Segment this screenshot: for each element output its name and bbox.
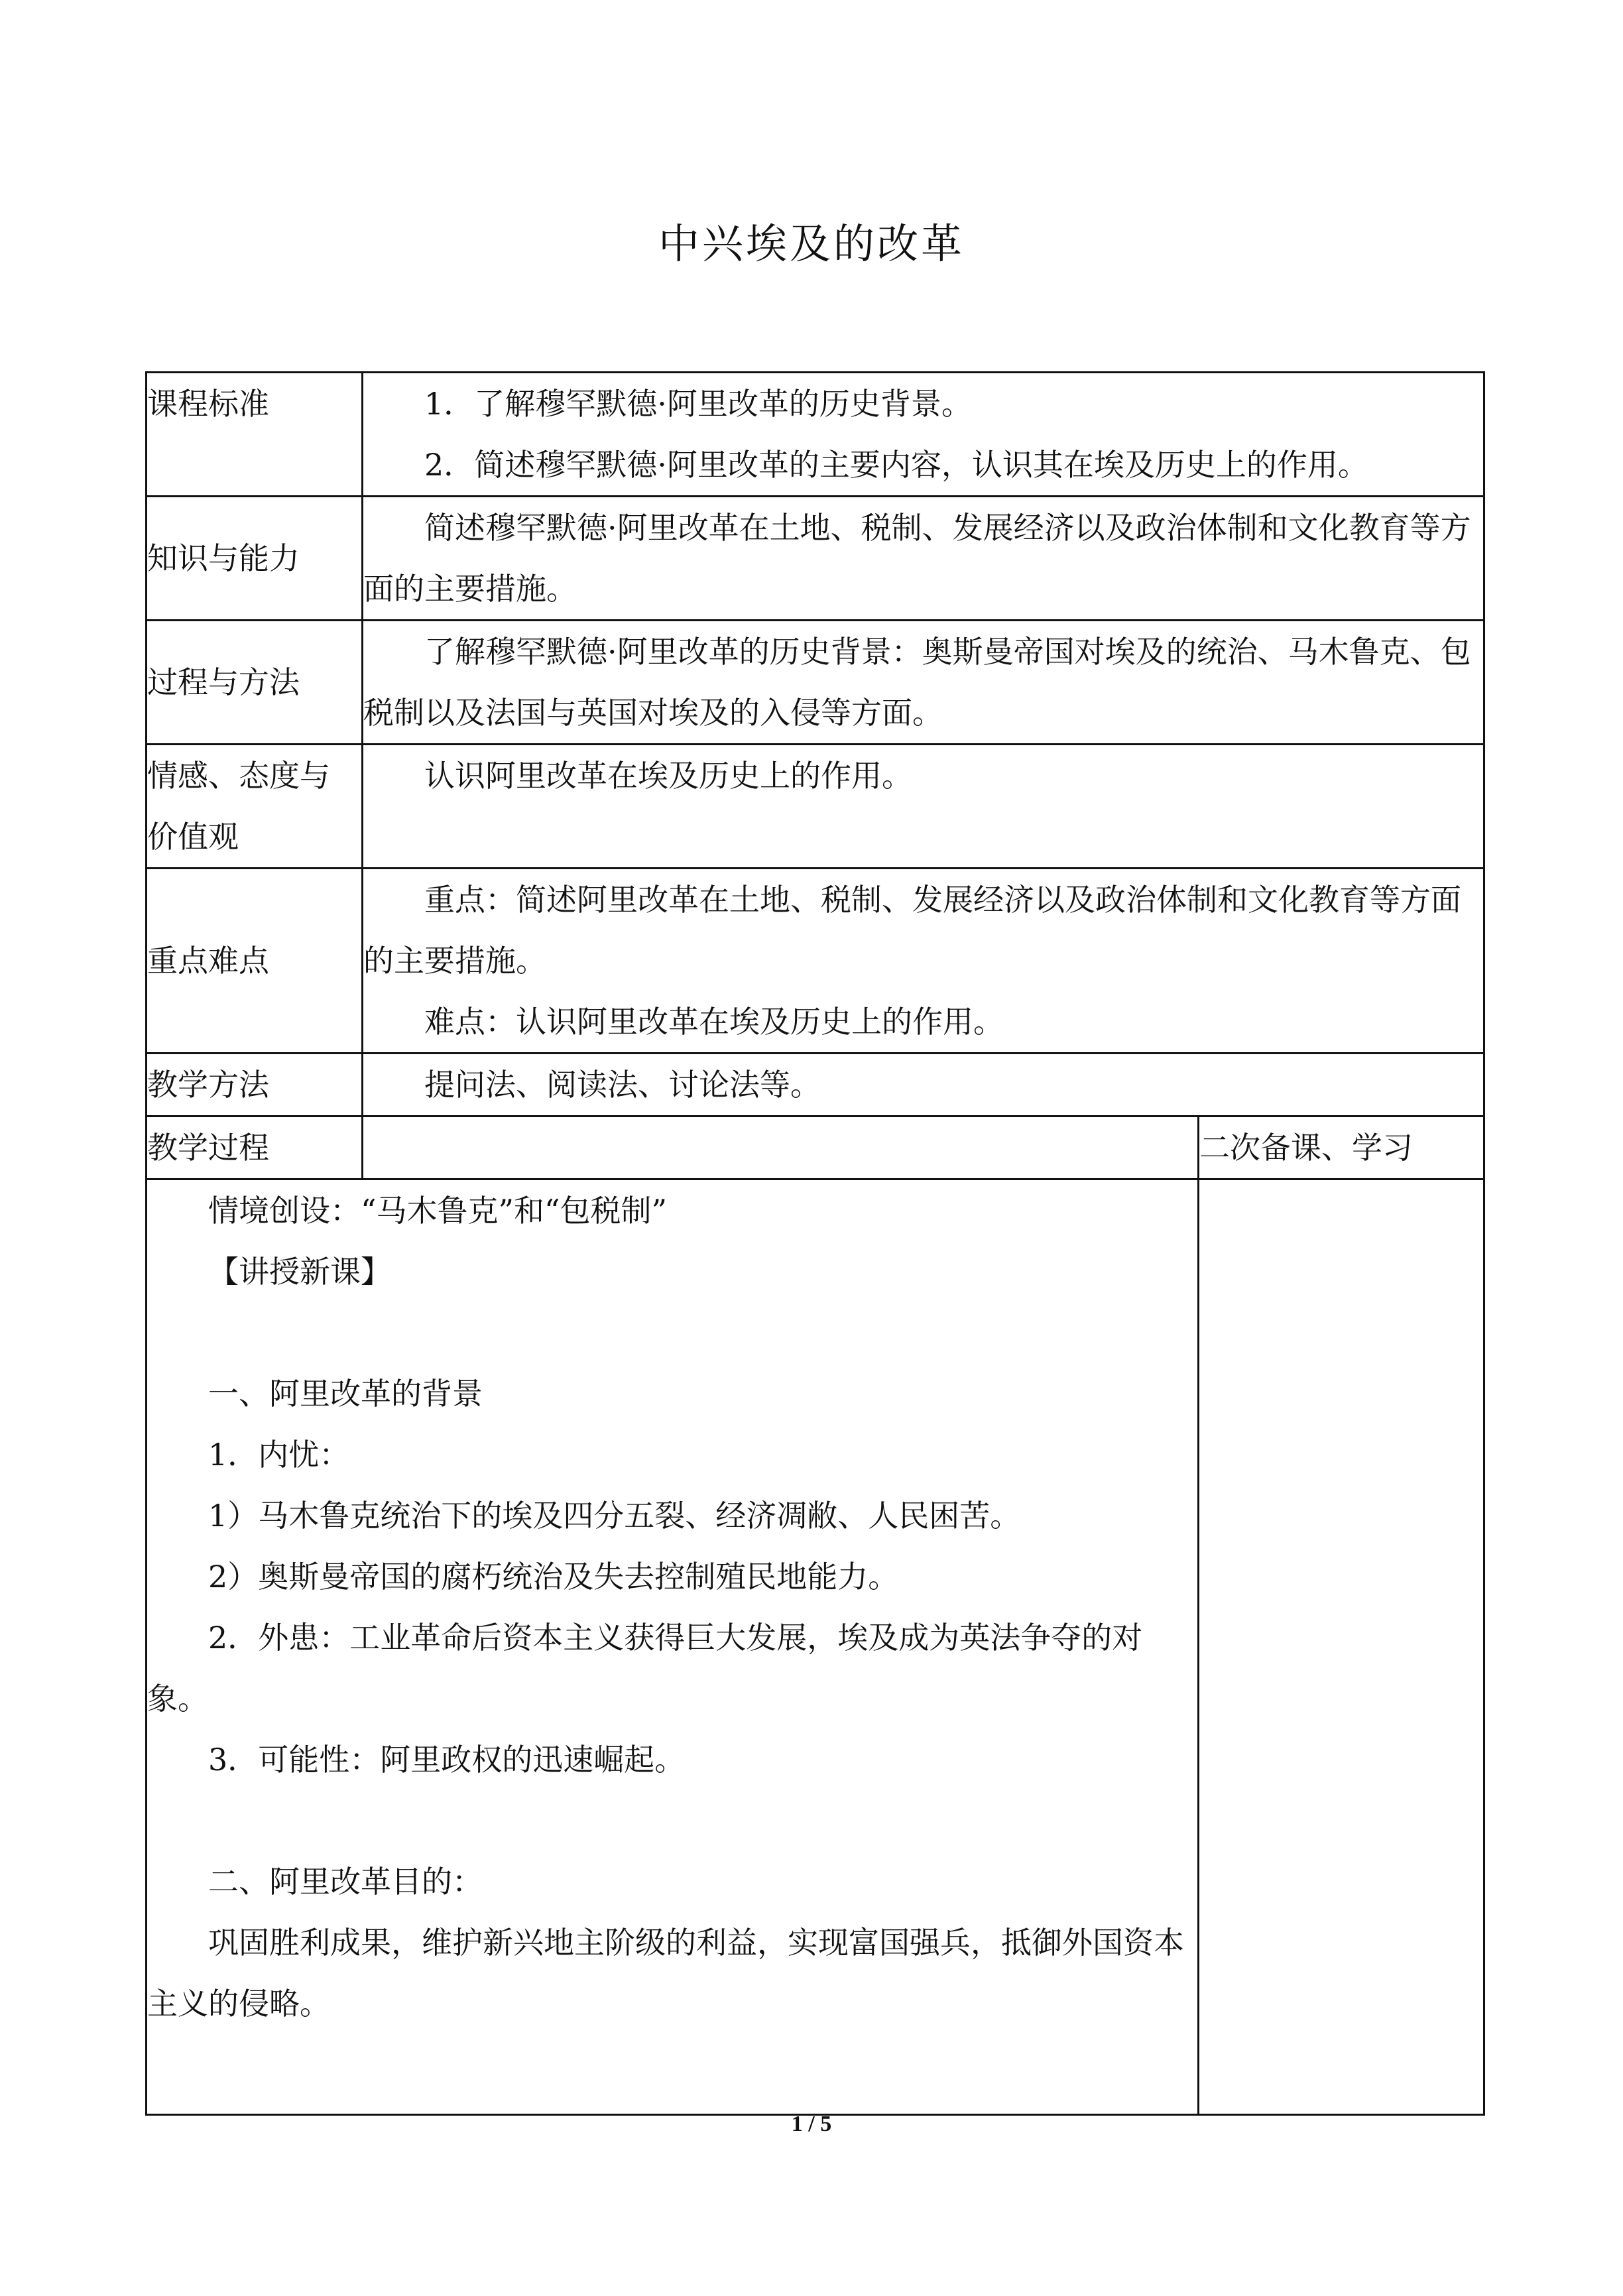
row-course-standard [147, 373, 1484, 497]
page-number: 1 / 5 [791, 2112, 832, 2136]
attitude-text: 认识阿里改革在埃及历史上的作用。 [424, 758, 912, 794]
label-course-standard: 课程标准 [147, 373, 363, 497]
label-keypoints: 重点难点 [147, 869, 363, 1054]
row-teaching-body [147, 1179, 1484, 2115]
teaching-header-blank [363, 1117, 1199, 1179]
section-1-heading: 一、阿里改革的背景 [208, 1376, 483, 1412]
label-method: 教学方法 [147, 1054, 363, 1117]
label-second-prep: 二次备课、学习 [1199, 1117, 1484, 1179]
label-process: 过程与方法 [147, 621, 363, 745]
row-knowledge [147, 497, 1484, 621]
content-knowledge [363, 497, 1484, 621]
spacer [147, 1302, 1197, 1363]
process-text: 了解穆罕默德·阿里改革的历史背景：奥斯曼帝国对埃及的统治、马木鲁克、包税制以及法国与英国对埃及的入侵等方面。 [363, 634, 1471, 731]
standard-line-2: 2．简述穆罕默德·阿里改革的主要内容，认识其在埃及历史上的作用。 [424, 447, 1368, 483]
item-1: 1．内忧： [208, 1437, 350, 1473]
standard-line-1: 1．了解穆罕默德·阿里改革的历史背景。 [424, 386, 972, 422]
attitude-label-line-1: 情感、态度与 [147, 758, 330, 794]
content-course-standard [363, 373, 1484, 497]
row-teaching-header [147, 1117, 1484, 1179]
label-knowledge: 知识与能力 [147, 497, 363, 621]
keypoints-difficult: 难点：认识阿里改革在埃及历史上的作用。 [424, 1004, 1004, 1040]
keypoints-key: 重点：简述阿里改革在土地、税制、发展经济以及政治体制和文化教育等方面的主要措施。 [363, 882, 1461, 979]
item-1-1: 1）马木鲁克统治下的埃及四分五裂、经济凋敝、人民困苦。 [208, 1498, 1021, 1534]
label-teaching: 教学过程 [147, 1117, 363, 1179]
item-1-2: 2）奥斯曼帝国的腐朽统治及失去控制殖民地能力。 [208, 1559, 899, 1595]
spacer [147, 1790, 1197, 1851]
content-process [363, 621, 1484, 745]
row-process [147, 621, 1484, 745]
knowledge-text: 简述穆罕默德·阿里改革在土地、税制、发展经济以及政治体制和文化教育等方面的主要措施。 [363, 510, 1471, 607]
row-attitude [147, 745, 1484, 869]
content-keypoints [363, 869, 1484, 1054]
section-2-heading: 二、阿里改革目的： [208, 1864, 483, 1900]
row-method [147, 1054, 1484, 1117]
new-lesson-heading: 【讲授新课】 [208, 1254, 391, 1290]
item-2: 2．外患：工业革命后资本主义获得巨大发展，埃及成为英法争夺的对象。 [147, 1620, 1143, 1717]
content-attitude [363, 745, 1484, 869]
content-method [363, 1054, 1484, 1117]
teaching-body [147, 1179, 1199, 2115]
attitude-label-line-2: 价值观 [147, 819, 239, 855]
method-text: 提问法、阅读法、讨论法等。 [424, 1067, 821, 1103]
second-prep-notes [1199, 1179, 1484, 2115]
purpose-text: 巩固胜利成果，维护新兴地主阶级的利益，实现富国强兵，抵御外国资本主义的侵略。 [147, 1925, 1184, 2022]
row-keypoints [147, 869, 1484, 1054]
label-attitude [147, 745, 363, 869]
document-title: 中兴埃及的改革 [658, 219, 965, 268]
item-3: 3．可能性：阿里政权的迅速崛起。 [208, 1742, 686, 1778]
lesson-plan-table [145, 371, 1485, 2116]
scene-line: 情境创设：“马木鲁克”和“包税制” [208, 1193, 668, 1229]
